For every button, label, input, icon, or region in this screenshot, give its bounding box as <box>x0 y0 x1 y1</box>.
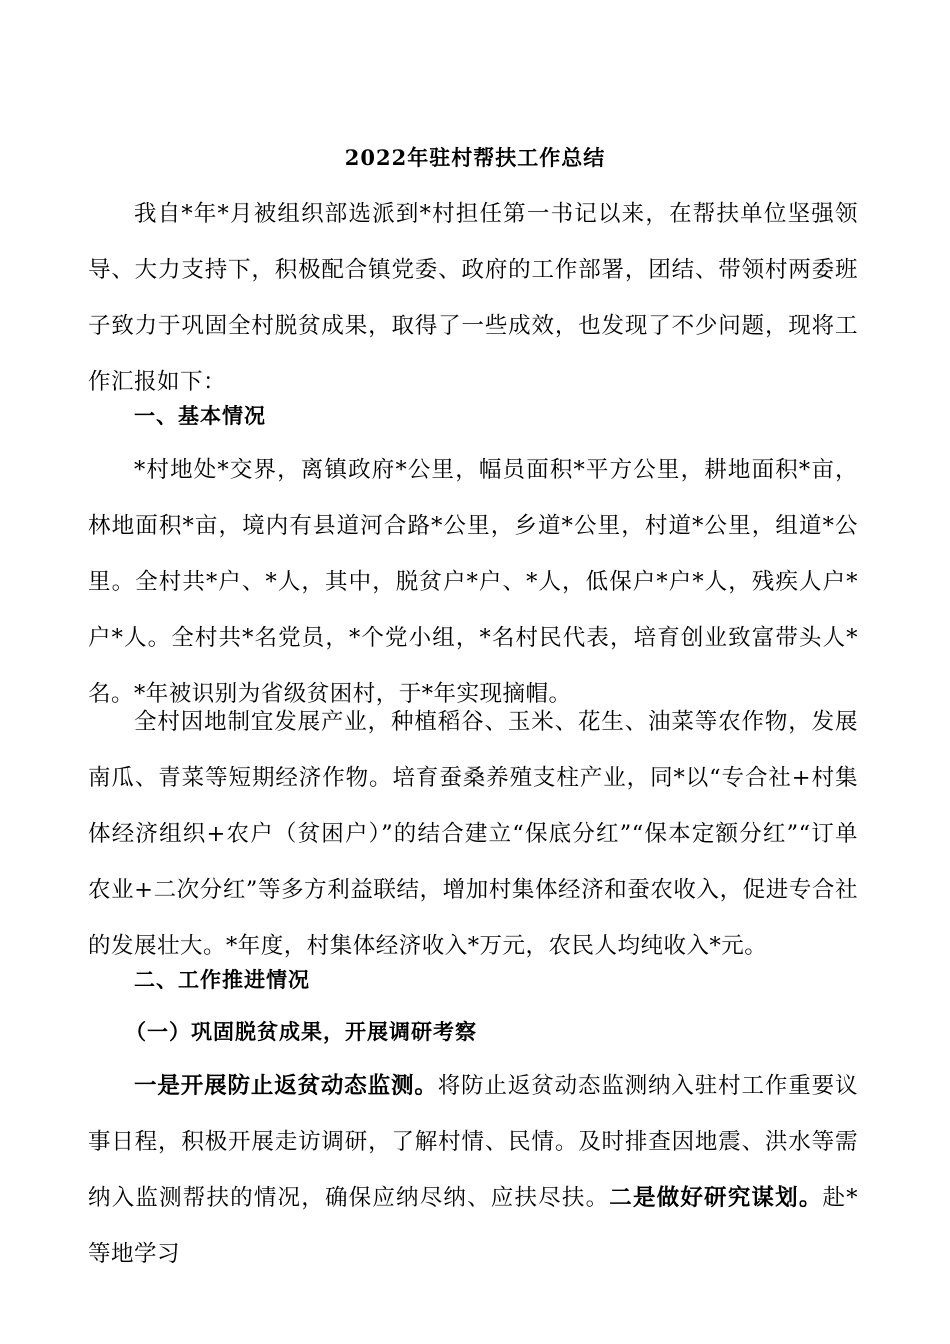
lead-point-2: 二是做好研究谋划。 <box>609 1185 823 1211</box>
section-heading-basic: 一、基本情况 <box>134 403 266 428</box>
point-2-text: 赴*等地学习 <box>88 1185 858 1267</box>
subsection-heading-1: （一）巩固脱贫成果，开展调研考察 <box>125 1019 477 1044</box>
industry-paragraph: 全村因地制宜发展产业，种植稻谷、玉米、花生、油菜等农作物，发展南瓜、青菜等短期经济作物。培育蚕桑养殖支柱产业，同*以“专合社+村集体经济组织+农户（贫困户）”的结合建立“保底分红”“保本定额分红”“订单农业+二次分红”等多方利益联结，增加村集体经济和蚕农收入，促进专合社的发展壮大。*年度，村集体经济收入*万元，农民人均纯收入*元。 <box>88 709 858 959</box>
intro-paragraph: 我自*年*月被组织部选派到*村担任第一书记以来，在帮扶单位坚强领导、大力支持下，积极配合镇党委、政府的工作部署，团结、带领村两委班子致力于巩固全村脱贫成果，取得了一些成效，也发现了不少问题，现将工作汇报如下： <box>88 201 858 395</box>
document-title: 2022年驻村帮扶工作总结 <box>344 145 606 170</box>
lead-point-1: 一是开展防止返贫动态监测。 <box>134 1073 438 1099</box>
point-1-text: 将防止返贫动态监测纳入驻村工作重要议事日程，积极开展走访调研，了解村情、民情。及时排查因地震、洪水等需纳入监测帮扶的情况，确保应纳尽纳、应扶尽扶。 <box>88 1073 858 1211</box>
section-heading-progress: 二、工作推进情况 <box>134 967 310 992</box>
work-detail-paragraph <box>88 1058 858 1282</box>
basic-info-paragraph: *村地处*交界，离镇政府*公里，幅员面积*平方公里，耕地面积*亩，林地面积*亩，境内有县道河合路*公里，乡道*公里，村道*公里，组道*公里。全村共*户、*人，其中，脱贫户*户、*人，低保户*户*人，残疾人户*户*人。全村共*名党员，*个党小组，*名村民代表，培育创业致富带头人*名。*年被识别为省级贫困村，于*年实现摘帽。 <box>88 457 858 707</box>
